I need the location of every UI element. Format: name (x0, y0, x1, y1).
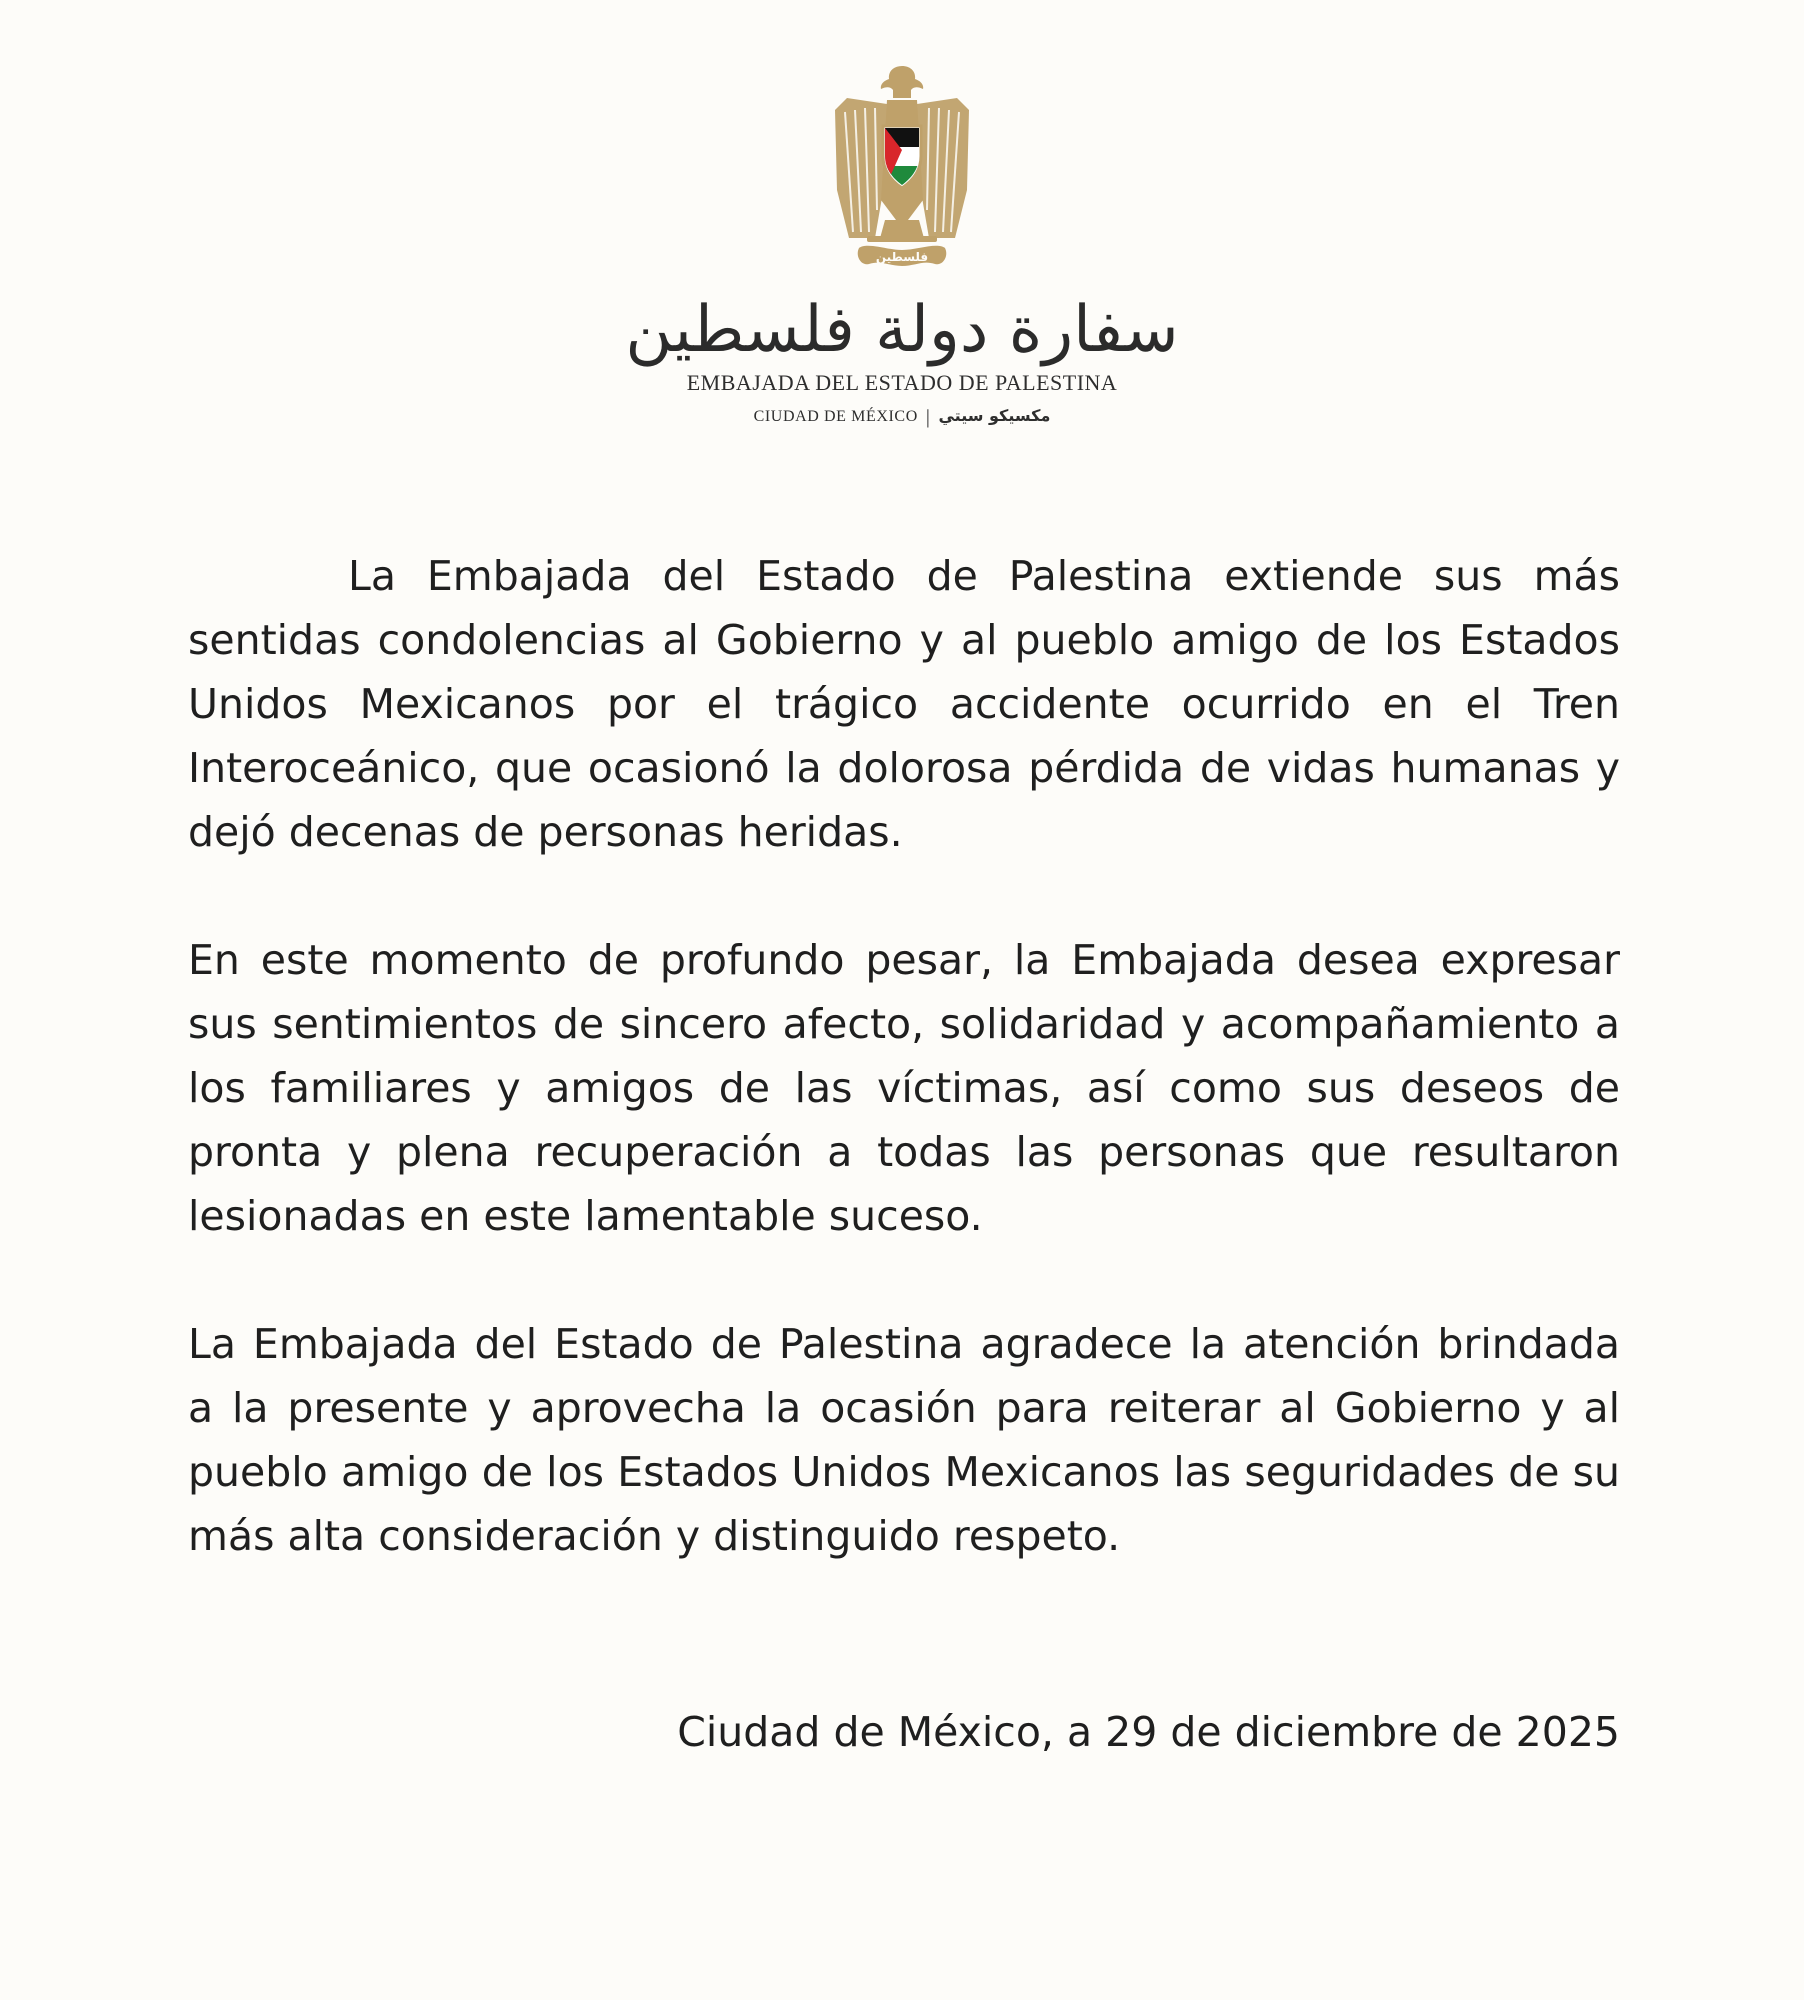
paragraph-closing: La Embajada del Estado de Palestina agradece la atención brindada a la presente y aprovecha la ocasión para reiterar al Gobierno y al pueblo amigo de los Estados Unidos Mexicanos las seguridades de su más alta consideración y distinguido respeto. (188, 1320, 1620, 1560)
palestine-eagle-emblem-icon (827, 60, 977, 280)
date-line: Ciudad de México, a 29 de diciembre de 2025 (677, 1708, 1620, 1756)
paragraph-solidarity: En este momento de profundo pesar, la Embajada desea expresar sus sentimientos de sincero afecto, solidaridad y acompañamiento a los familiares y amigos de las víctimas, así como sus deseos de pronta y plena recuperación a todas las personas que resultaron lesionadas en este lamentable suceso. (188, 936, 1620, 1240)
letterhead (0, 60, 1804, 429)
city-name: CIUDAD DE MÉXICO (753, 408, 918, 425)
embassy-name: EMBAJADA DEL ESTADO DE PALESTINA (686, 370, 1118, 395)
city-name-arabic: مكسيكو سيتي (938, 406, 1051, 425)
emblem-inscription: فلسطين (875, 250, 929, 264)
letter-body (188, 544, 1620, 1632)
city-line (0, 406, 1804, 429)
paragraph-condolences: La Embajada del Estado de Palestina extiende sus más sentidas condolencias al Gobierno y al pueblo amigo de los Estados Unidos Mexicanos por el trágico accidente ocurrido en el Tren Interoceánico, que ocasionó la dolorosa pérdida de vidas humanas y dejó decenas de personas heridas. (188, 552, 1620, 856)
arabic-embassy-name: سفارة دولة فلسطين (625, 293, 1179, 367)
separator: | (925, 406, 931, 428)
